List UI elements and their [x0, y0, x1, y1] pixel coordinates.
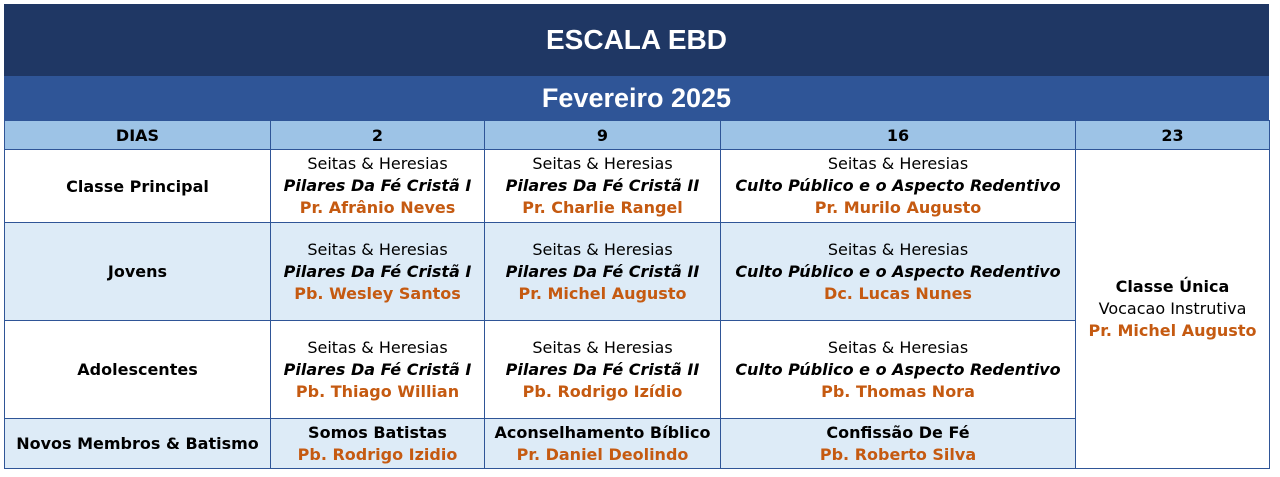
- schedule-cell: [271, 223, 485, 321]
- cell-subject: Seitas & Heresias: [307, 154, 448, 173]
- row-label: Adolescentes: [5, 321, 271, 419]
- header-days: DIAS: [5, 121, 271, 150]
- cell-person: Pr. Charlie Rangel: [522, 198, 683, 217]
- cell-subject: Seitas & Heresias: [827, 154, 969, 173]
- schedule-cell: [721, 321, 1076, 419]
- schedule-cell: [271, 150, 485, 223]
- cell-theme: Pilares Da Fé Cristã II: [505, 359, 700, 379]
- schedule-cell: [485, 223, 721, 321]
- cell-theme: Pilares Da Fé Cristã I: [283, 176, 472, 195]
- cell-subject: Seitas & Heresias: [827, 239, 969, 259]
- table-row: [5, 150, 1270, 223]
- merged-title: Classe Única: [1115, 277, 1230, 296]
- cell-theme: Culto Público e o Aspecto Redentivo: [735, 176, 1061, 195]
- schedule-table: [4, 120, 1270, 469]
- header-row: [5, 121, 1270, 150]
- header-date-23: 23: [1076, 121, 1270, 150]
- schedule-title: ESCALA EBD: [4, 4, 1269, 76]
- cell-person: Pb. Rodrigo Izidio: [297, 444, 458, 464]
- cell-title: Confissão De Fé: [826, 422, 970, 442]
- schedule-cell: [485, 150, 721, 223]
- merged-subject: Vocacao Instrutiva: [1098, 299, 1247, 318]
- cell-person: Pb. Wesley Santos: [294, 283, 461, 303]
- cell-theme: Pilares Da Fé Cristã I: [283, 359, 472, 379]
- cell-theme: Pilares Da Fé Cristã II: [505, 261, 700, 281]
- cell-title: Aconselhamento Bíblico: [494, 422, 711, 442]
- cell-theme: Pilares Da Fé Cristã I: [283, 261, 472, 281]
- schedule-cell: [485, 321, 721, 419]
- row-label: Classe Principal: [5, 150, 271, 223]
- cell-theme: Culto Público e o Aspecto Redentivo: [735, 359, 1061, 379]
- cell-theme: Culto Público e o Aspecto Redentivo: [735, 261, 1061, 281]
- schedule-cell: [271, 419, 485, 469]
- cell-subject: Seitas & Heresias: [532, 154, 673, 173]
- cell-theme: Pilares Da Fé Cristã II: [505, 176, 700, 195]
- cell-person: Pr. Michel Augusto: [518, 283, 687, 303]
- schedule-cell: [271, 321, 485, 419]
- cell-person: Pb. Rodrigo Izídio: [522, 381, 683, 401]
- merged-person: Pr. Michel Augusto: [1088, 321, 1257, 340]
- header-date-2: 2: [271, 121, 485, 150]
- cell-subject: Seitas & Heresias: [307, 239, 448, 259]
- cell-person: Pb. Thiago Willian: [295, 381, 460, 401]
- cell-person: Pb. Thomas Nora: [821, 381, 975, 401]
- schedule-cell: [721, 150, 1076, 223]
- header-date-9: 9: [485, 121, 721, 150]
- schedule-document: [4, 4, 1269, 469]
- schedule-cell: [485, 419, 721, 469]
- cell-person: Pr. Daniel Deolindo: [516, 444, 689, 464]
- row-label: Novos Membros & Batismo: [5, 419, 271, 469]
- schedule-cell: [721, 223, 1076, 321]
- cell-person: Pr. Afrânio Neves: [299, 198, 456, 217]
- merged-cell-23: [1076, 150, 1270, 469]
- cell-subject: Seitas & Heresias: [307, 337, 448, 357]
- cell-subject: Seitas & Heresias: [827, 337, 969, 357]
- row-label: Jovens: [5, 223, 271, 321]
- schedule-month: Fevereiro 2025: [4, 76, 1269, 120]
- schedule-cell: [721, 419, 1076, 469]
- cell-subject: Seitas & Heresias: [532, 337, 673, 357]
- cell-title: Somos Batistas: [308, 422, 447, 442]
- cell-person: Pr. Murilo Augusto: [814, 198, 982, 217]
- cell-person: Dc. Lucas Nunes: [824, 283, 972, 303]
- cell-person: Pb. Roberto Silva: [819, 444, 977, 464]
- cell-subject: Seitas & Heresias: [532, 239, 673, 259]
- header-date-16: 16: [721, 121, 1076, 150]
